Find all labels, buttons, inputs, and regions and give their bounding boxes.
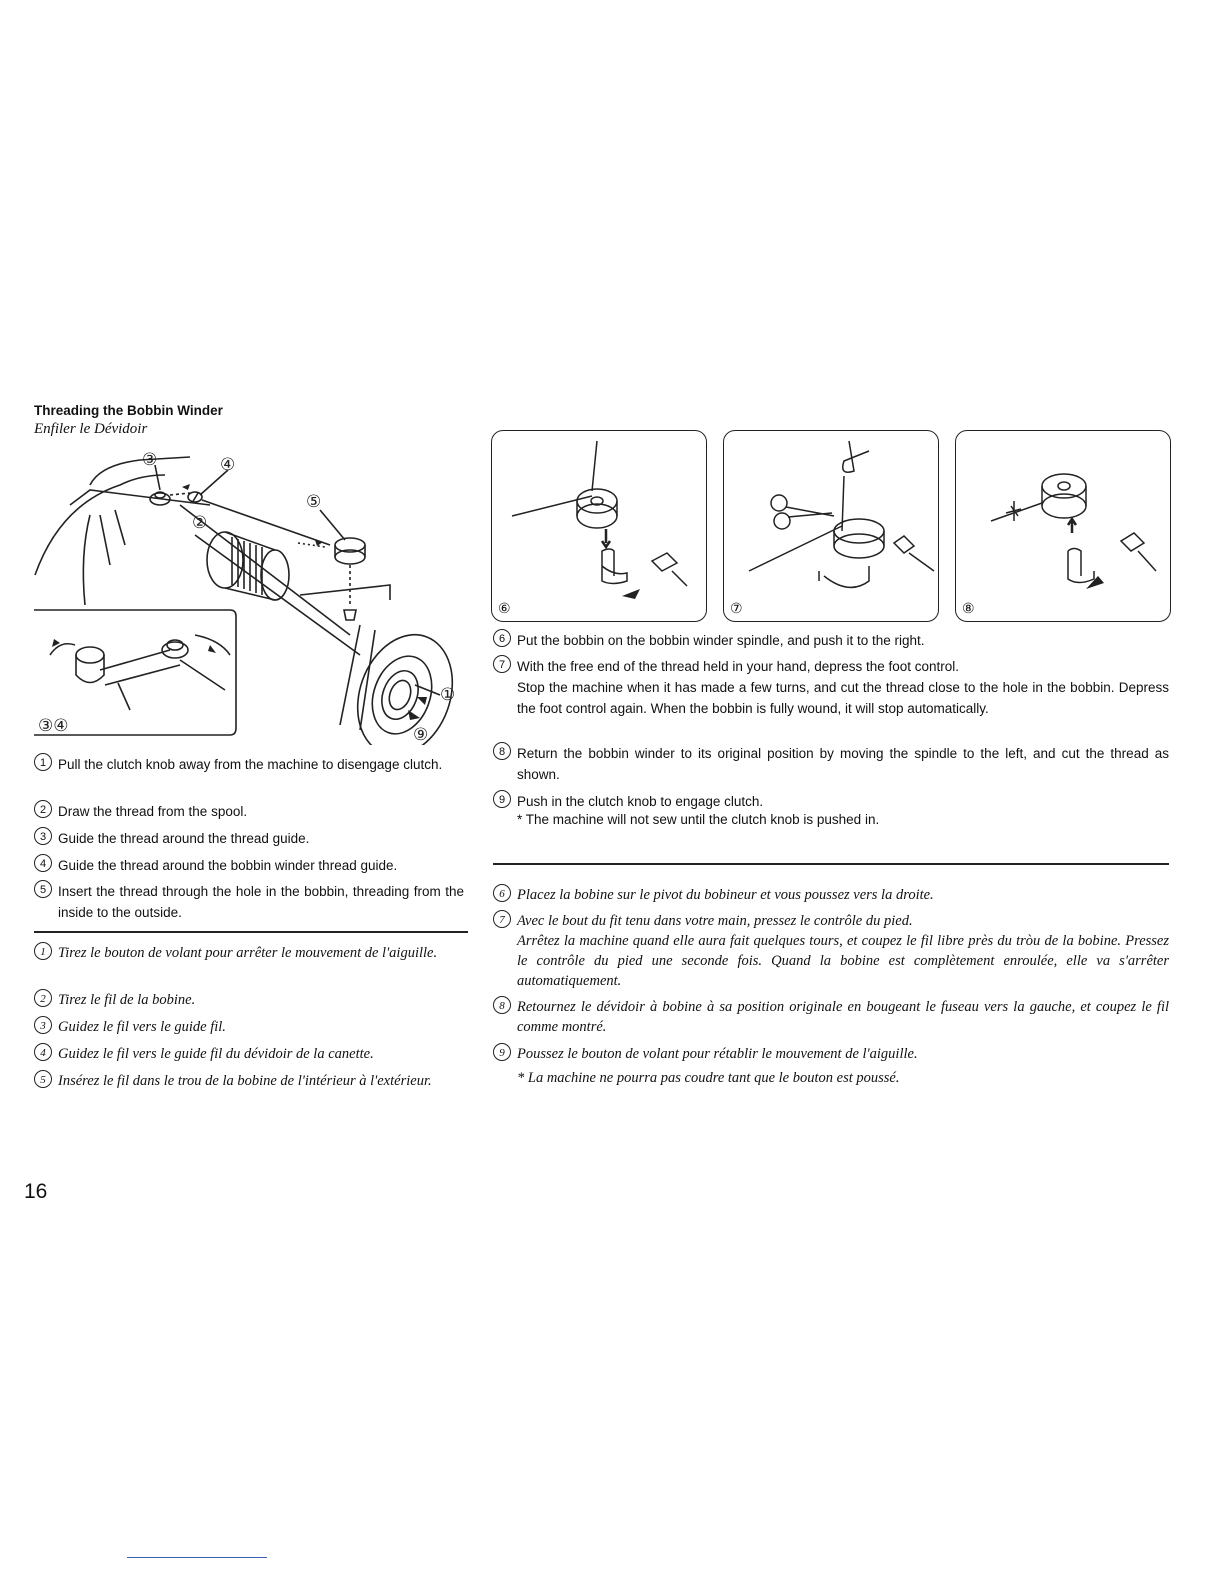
step-en-2 — [34, 801, 464, 822]
step-number: 2 — [34, 800, 52, 818]
step-number: 1 — [34, 753, 52, 771]
step-fr-7 — [493, 911, 1169, 991]
step-number: 3 — [34, 827, 52, 845]
bobbin-winder-guide-icon — [188, 492, 202, 503]
step-en-1 — [34, 754, 464, 775]
step-fr-9 — [493, 1044, 1169, 1064]
callout-3: ③ — [142, 450, 158, 470]
divider-right — [493, 863, 1169, 865]
step-text: Retournez le dévidoir à bobine à sa position originale en bougeant le fuseau vers la gauche, et coupez le fil comme montré. — [517, 999, 1169, 1035]
step-text: Guide the thread around the thread guide. — [58, 831, 310, 846]
note-fr: * La machine ne pourra pas coudre tant que le bouton est poussé. — [517, 1070, 900, 1086]
step-text: With the free end of the thread held in your hand, depress the foot control. — [517, 659, 960, 674]
figure-label-8: ⑧ — [962, 600, 975, 616]
bobbin-icon — [335, 538, 365, 620]
step-text: Insérez le fil dans le trou de la bobine de l'intérieur à l'extérieur. — [58, 1073, 432, 1089]
thread-spool-icon — [207, 532, 289, 600]
step-text: Guide the thread around the bobbin winder thread guide. — [58, 858, 398, 873]
step-fr-5 — [34, 1071, 464, 1091]
figure-label-6: ⑥ — [498, 600, 511, 616]
step-text: Pull the clutch knob away from the machine to disengage clutch. — [58, 757, 443, 772]
return-winder-icon — [956, 431, 1170, 621]
step-number: 8 — [493, 742, 511, 760]
step-en-4 — [34, 855, 464, 876]
callout-5: ⑤ — [306, 492, 322, 512]
callout-2: ② — [192, 513, 208, 533]
step-text: Return the bobbin winder to its original position by moving the spindle to the left, and cut the thread as shown. — [517, 746, 1169, 782]
step-fr-1 — [34, 943, 464, 963]
step-text: Tirez le bouton de volant pour arrêter le mouvement de l'aiguille. — [58, 945, 438, 961]
step-en-8 — [493, 743, 1169, 785]
step-number: 9 — [493, 1043, 511, 1061]
step-fr-4 — [34, 1044, 464, 1064]
step-number: 3 — [34, 1016, 52, 1034]
step-number: 8 — [493, 996, 511, 1014]
step-number: 2 — [34, 989, 52, 1007]
step-text: Put the bobbin on the bobbin winder spindle, and push it to the right. — [517, 633, 925, 648]
step-en-6 — [493, 630, 1169, 651]
figure-8 — [955, 430, 1171, 622]
step-number: 6 — [493, 629, 511, 647]
step-fr-8 — [493, 997, 1169, 1037]
step-number: 7 — [493, 910, 511, 928]
inset-label: ③④ — [38, 716, 69, 736]
note-en: * The machine will not sew until the clutch knob is pushed in. — [517, 812, 880, 827]
callout-1: ① — [440, 685, 456, 705]
step-text: Draw the thread from the spool. — [58, 804, 248, 819]
divider-left — [34, 931, 468, 933]
step-text-continued: Arrêtez la machine quand elle aura fait quelques tours, et coupez le fil libre près du tròu de la bobine. Pressez le contrôle du pied une seconde fois. Quand la bobine est complètement enroulée, elle va s'arrêter automatiquement. — [517, 933, 1169, 989]
page-number: 16 — [24, 1180, 48, 1203]
callout-4: ④ — [220, 455, 236, 475]
step-fr-2 — [34, 990, 464, 1010]
step-number: 5 — [34, 880, 52, 898]
step-text: Push in the clutch knob to engage clutch. — [517, 794, 764, 809]
step-en-7 — [493, 656, 1169, 719]
step-text: Guidez le fil vers le guide fil. — [58, 1019, 226, 1035]
step-number: 7 — [493, 655, 511, 673]
handwheel-icon — [342, 621, 469, 745]
clutch-knob-inset-icon — [50, 635, 230, 710]
step-number: 4 — [34, 1043, 52, 1061]
step-text: Tirez le fil de la bobine. — [58, 992, 196, 1008]
section-title: Threading the Bobbin Winder — [34, 403, 223, 418]
step-fr-6 — [493, 885, 1169, 905]
step-text: Poussez le bouton de volant pour rétablir le mouvement de l'aiguille. — [517, 1046, 918, 1062]
step-text: Avec le bout du fit tenu dans votre main, pressez le contrôle du pied. — [517, 913, 913, 929]
step-text: Guidez le fil vers le guide fil du dévidoir de la canette. — [58, 1046, 374, 1062]
step-number: 1 — [34, 942, 52, 960]
footer-line — [127, 1557, 267, 1558]
step-number: 6 — [493, 884, 511, 902]
step-en-9 — [493, 791, 1169, 812]
section-title-french: Enfiler le Dévidoir — [34, 421, 148, 437]
bobbin-on-spindle-icon — [492, 431, 706, 621]
step-number: 5 — [34, 1070, 52, 1088]
step-text: Placez la bobine sur le pivot du bobineur et vous poussez vers la droite. — [517, 887, 934, 903]
step-number: 4 — [34, 854, 52, 872]
step-fr-3 — [34, 1017, 464, 1037]
bobbin-winder-illustration — [30, 445, 470, 745]
step-text: Insert the thread through the hole in the bobbin, threading from the inside to the outside. — [58, 884, 464, 920]
callout-9: ⑨ — [413, 725, 429, 745]
step-en-3 — [34, 828, 464, 849]
figure-6 — [491, 430, 707, 622]
cut-thread-scissors-icon — [724, 431, 938, 621]
step-number: 9 — [493, 790, 511, 808]
figure-label-7: ⑦ — [730, 600, 743, 616]
figure-7 — [723, 430, 939, 622]
step-text-continued: Stop the machine when it has made a few turns, and cut the thread close to the hole in the bobbin. Depress the foot control again. When the bobbin is fully wound, it will stop automatically. — [517, 680, 1169, 716]
step-en-5 — [34, 881, 464, 923]
